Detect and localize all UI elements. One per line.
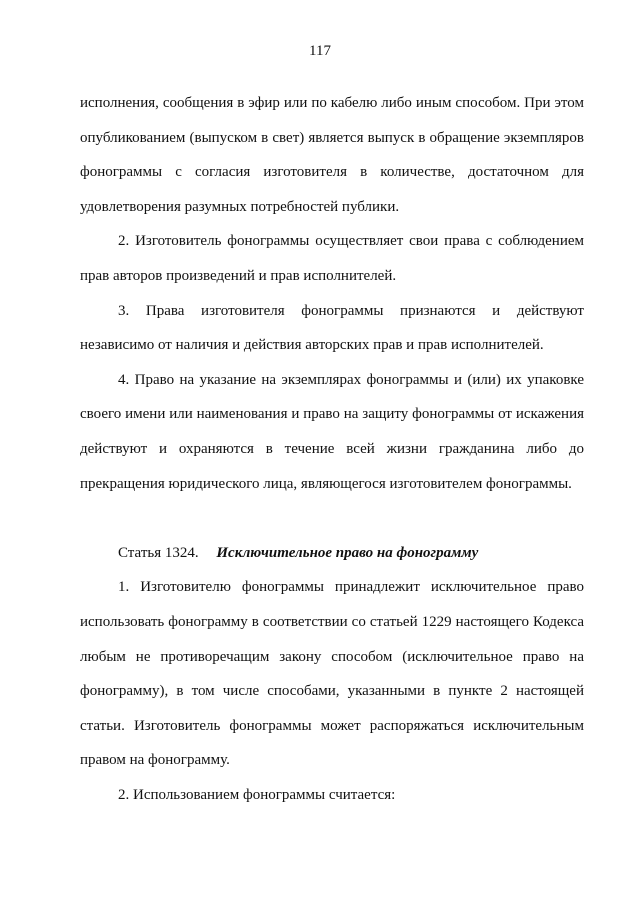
paragraph-continuation: исполнения, сообщения в эфир или по кабелю либо иным способом. При этом опубликованием (выпуском в свет) является выпуск в обращение экземпляров фонограммы с согласия изготовителя в количестве, достаточном для удовлетворения разумных потребностей публики. bbox=[80, 95, 584, 215]
article-paragraph-1: 1. Изготовителю фонограммы принадлежит исключительное право использовать фонограмму в соответствии со статьей 1229 настоящего Кодекса любым не противоречащим закону способом (исключительное право на фонограмму), в том числе способами, указанными в пункте 2 настоящей статьи. Изготовитель фонограммы может распоряжаться исключительным правом на фонограмму. bbox=[80, 579, 584, 769]
page-number: 117 bbox=[309, 43, 331, 59]
paragraph-item-3: 3. Права изготовителя фонограммы признаются и действуют независимо от наличия и действия авторских прав и прав исполнителей. bbox=[80, 302, 584, 354]
article-number: Статья 1324. bbox=[118, 544, 199, 561]
paragraph-item-2: 2. Изготовитель фонограммы осуществляет свои права с соблюдением прав авторов произведений и прав исполнителей. bbox=[80, 233, 584, 284]
document-body bbox=[80, 86, 584, 812]
article-paragraph-2: 2. Использованием фонограммы считается: bbox=[118, 786, 396, 803]
article-heading bbox=[80, 536, 584, 571]
paragraph-item-4: 4. Право на указание на экземплярах фонограммы и (или) их упаковке своего имени или наименования и право на защиту фонограммы от искажения действуют и охраняются в течение всей жизни гражданина либо до прекращения юридического лица, являющегося изготовителем фонограммы. bbox=[80, 371, 584, 492]
article-title: Исключительное право на фонограмму bbox=[216, 544, 479, 561]
